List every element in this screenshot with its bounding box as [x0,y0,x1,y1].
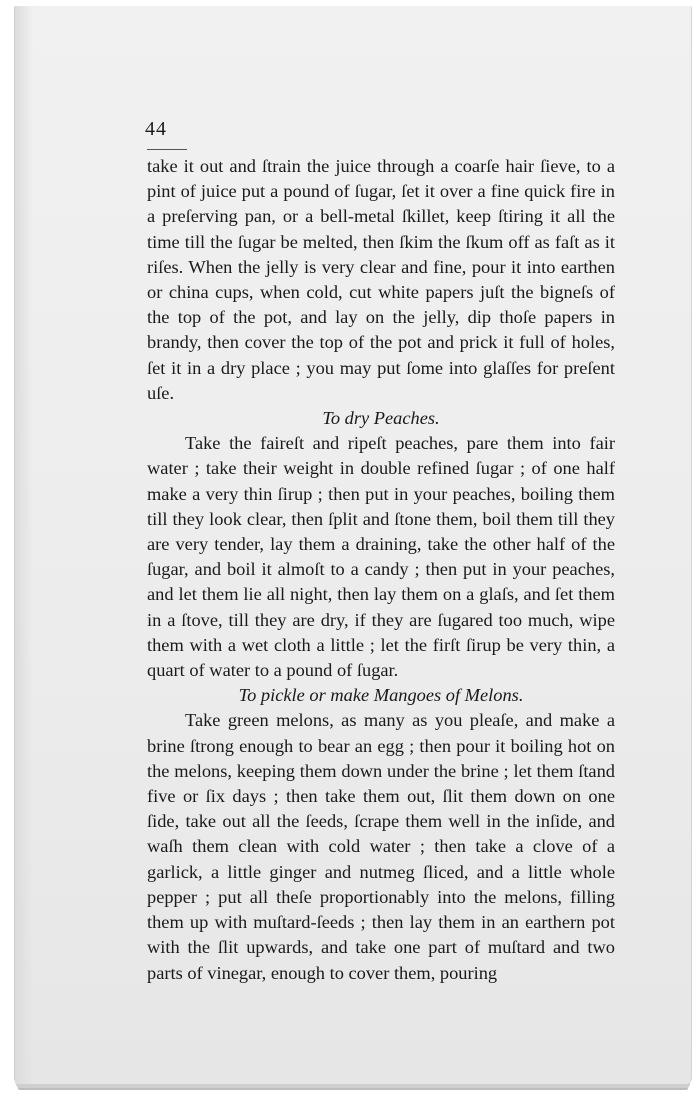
recipe-heading: To dry Peaches. [322,408,440,429]
recipe-heading: To pickle or make Mangoes of Melons. [238,685,524,706]
book-page [14,6,692,1084]
body-paragraph: take it out and ſtrain the juice through a coarſe hair ſieve, to a pint of juice put a pound of ſugar, ſet it over a fine quick fire in a preſerving pan, or a bell-metal ſkillet, keep ſtiring it all the time till the ſugar be melted, then ſkim the ſkum off as faſt as it riſes. When the jelly is very clear and fine, pour it into earthen or china cups, when cold, cut white papers juſt the bigneſs of the top of the pot, and lay on the jelly, dip thoſe papers in brandy, then cover the top of the pot and prick it full of holes, ſet it in a dry place ; you may put ſome into glaſſes for preſent uſe. [147,156,615,403]
page-number-rule [147,149,187,150]
page-text [147,154,615,986]
body-paragraph: Take the faireſt and ripeſt peaches, pare them into fair water ; take their weight in double refined ſugar ; of one half make a very thin ſirup ; then put in your peaches, boiling them till they look clear, then ſplit and ſtone them, boil them till they are very tender, lay them a draining, take the other half of the ſugar, and boil it almoſt to a candy ; then put in your peaches, and let them lie all night, then lay them on a glaſs, and ſet them in a ſtove, till they are dry, if they are ſugared too much, wipe them with a wet cloth a little ; let the firſt ſirup be very thin, a quart of water to a pound of ſugar. [147,433,615,681]
body-paragraph: Take green melons, as many as you pleaſe, and make a brine ſtrong enough to bear an egg ; then pour it boiling hot on the melons, keeping them down under the brine ; let them ſtand five or ſix days ; then take them out, ſlit them down on one ſide, take out all the ſeeds, ſcrape them well in the inſide, and waſh them clean with cold water ; then take a clove of a garlick, a little ginger and nutmeg ſliced, and a little whole pepper ; put all theſe proportionably into the melons, filling them up with muſtard-ſeeds ; then lay them in an earthern pot with the ſlit upwards, and take one part of muſtard and two parts of vinegar, enough to cover them, pouring [147,710,615,983]
page-number: 44 [145,118,167,140]
